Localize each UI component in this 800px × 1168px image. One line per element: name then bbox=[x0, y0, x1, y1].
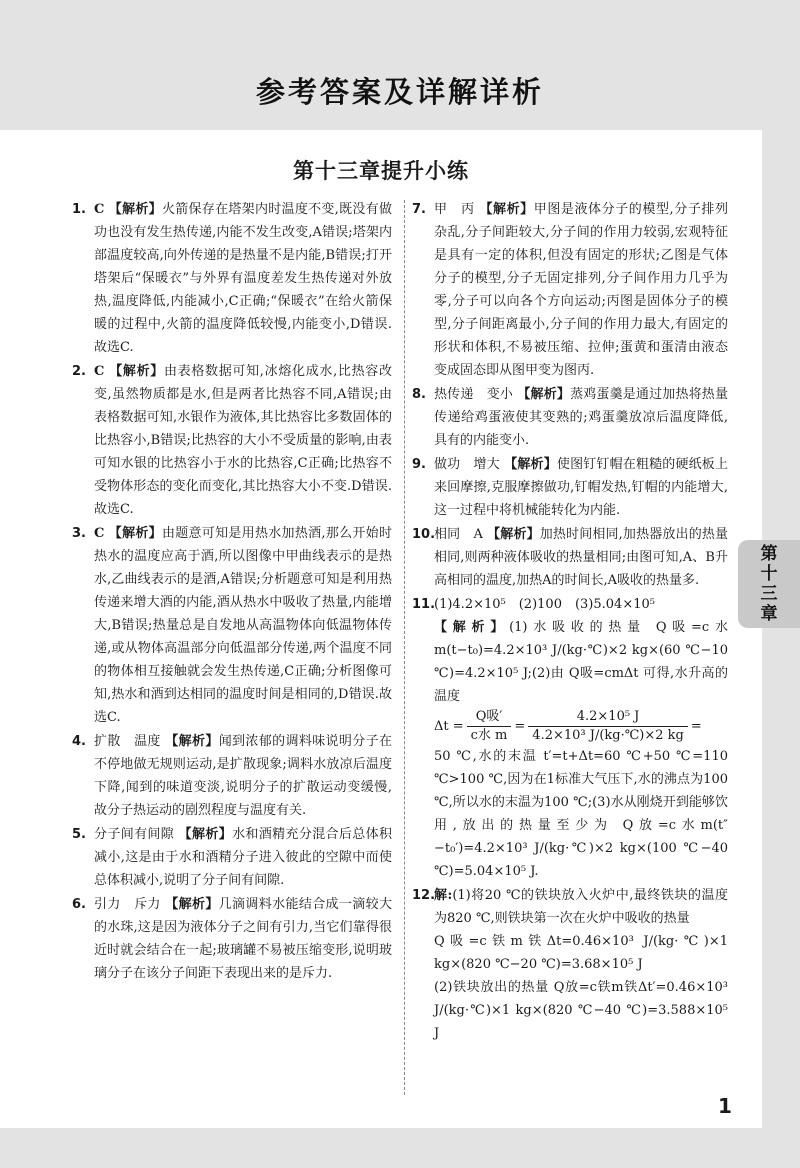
equation-row bbox=[434, 708, 728, 745]
item-number: 10. bbox=[412, 527, 436, 542]
analysis-tag: 【解析】 bbox=[504, 457, 557, 472]
analysis-text: 由表格数据可知,冰熔化成水,比热容改变,虽然物质都是水,但是两者比热容不同,A错误;由表格数据可知,水银作为液体,其比热容比多数固体的比热容小,B错误;比热容的大小不受质量的影响,由表可知水银的比热容小于水的比热容,C正确;比热容不受物体形态的变化而变化,其比热容大小不变.D错误.故选C. bbox=[94, 364, 392, 517]
analysis-text: 几滴调料水能结合成一滴较大的水珠,这是因为液体分子之间有引力,当它们靠得很近时就会结合在一起;玻璃罐不易被压缩变形,说明玻璃分子在该分子间距下表现出来的是斥力. bbox=[94, 897, 392, 981]
item-number: 2. bbox=[72, 364, 86, 379]
fraction-symbolic bbox=[467, 708, 512, 745]
item-number: 1. bbox=[72, 202, 86, 217]
solution-text: (2)铁块放出的热量 Q放=c铁m铁Δt′=0.46×10³ J/(kg·℃)×1 kg×(820 ℃−40 ℃)=3.588×10⁵ J bbox=[434, 980, 728, 1041]
chapter-tab-char: 十 bbox=[760, 564, 778, 584]
equation-lhs: Δt = bbox=[434, 719, 464, 734]
equation-equals: = bbox=[514, 719, 526, 734]
analysis-tag: 【解析】 bbox=[479, 202, 534, 217]
answer: 甲 丙 bbox=[434, 202, 475, 217]
fraction-denominator: c水 m bbox=[470, 728, 508, 743]
answer: 解: bbox=[434, 888, 453, 903]
analysis-text: 火箭保存在塔架内时温度不变,既没有做功也没有发生热传递,内能不发生改变,A错误;塔架内部温度较高,向外传递的是热量不是内能,B错误;打开塔架后“保暖衣”与外界有温度差发生热传递对外放热,温度降低,内能减小,C正确;“保暖衣”在给火箭保暖的过程中,火箭的温度降低较慢,内能变小,D错误.故选C. bbox=[94, 202, 392, 355]
answer-item-8 bbox=[412, 383, 728, 452]
analysis-tag: 【解析】 bbox=[165, 897, 219, 912]
answer: C bbox=[94, 526, 105, 541]
fraction-numeric bbox=[528, 708, 688, 745]
analysis-tag: 【解析】 bbox=[108, 526, 162, 541]
answer-item-10 bbox=[412, 523, 728, 592]
analysis-tag: 【解析】 bbox=[517, 387, 571, 402]
item-number: 7. bbox=[412, 202, 426, 217]
right-margin-strip bbox=[762, 130, 800, 1130]
answer: 分子间有间隙 bbox=[94, 827, 175, 842]
item-number: 6. bbox=[72, 897, 86, 912]
analysis-text: 蒸鸡蛋羹是通过加热将热量传递给鸡蛋液使其变熟的;鸡蛋羹放凉后温度降低,具有的内能变小. bbox=[434, 387, 728, 448]
analysis-tag: 【解析】 bbox=[109, 364, 164, 379]
column-divider bbox=[404, 200, 405, 1095]
item-number: 12. bbox=[412, 888, 436, 903]
chapter-tab-char: 三 bbox=[760, 584, 778, 604]
analysis-text: (1)水吸收的热量 Q吸=c水m(t−t₀)=4.2×10³ J/(kg·℃)×2 kg×(60 ℃−10 ℃)=4.2×10⁵ J;(2)由 Q吸=cmΔt 可得,水升高的温度 bbox=[434, 620, 728, 704]
analysis-text: 由题意可知是用热水加热酒,那么开始时热水的温度应高于酒,所以图像中甲曲线表示的是热水,乙曲线表示的是酒,A错误;分析题意可知是利用热传递来增大酒的内能,酒从热水中吸收了热量,内能增大,B错误;热量总是自发地从高温物体向低温物体传递,或从物体高温部分向低温部分传递,两个温度不同的物体相互接触就会发生热传递,C正确;分析图像可知,热水和酒到达相同的温度时间是相同的,D错误.故选C. bbox=[94, 526, 392, 725]
answer-item-5 bbox=[72, 823, 392, 892]
answer-item-2 bbox=[72, 360, 392, 521]
bottom-margin-strip bbox=[0, 1128, 800, 1168]
analysis-text: 50 ℃,水的末温 t′=t+Δt=60 ℃+50 ℃=110 ℃>100 ℃,因为在1标准大气压下,水的沸点为100 ℃,所以水的末温为100 ℃;(3)水从刚烧开到能够饮用,放出的热量至少为 Q放=c水m(t″−t₀′)=4.2×10³ J/(kg·℃)×2 kg×(100 ℃−40 ℃)=5.04×10⁵ J. bbox=[434, 749, 728, 879]
item-number: 5. bbox=[72, 827, 86, 842]
answer: 扩散 温度 bbox=[94, 734, 161, 749]
left-column bbox=[72, 198, 392, 986]
page-number: 1 bbox=[718, 1094, 732, 1118]
item-number: 8. bbox=[412, 387, 426, 402]
item-number: 11. bbox=[412, 597, 436, 612]
answer: (1)4.2×10⁵ (2)100 (3)5.04×10⁵ bbox=[434, 597, 655, 612]
item-number: 9. bbox=[412, 457, 426, 472]
answer: 相同 A bbox=[434, 527, 483, 542]
answer: 热传递 变小 bbox=[434, 387, 514, 402]
answer-item-12 bbox=[412, 884, 728, 1045]
fraction-denominator: 4.2×10³ J/(kg·℃)×2 kg bbox=[532, 728, 684, 743]
answer: 引力 斥力 bbox=[94, 897, 161, 912]
analysis-text: 使图钉钉帽在粗糙的硬纸板上来回摩擦,克服摩擦做功,钉帽发热,钉帽的内能增大,这一过程中将机械能转化为内能. bbox=[434, 457, 728, 518]
fraction-numerator: Q吸′ bbox=[467, 708, 512, 727]
solution-text: (1)将20 ℃的铁块放入火炉中,最终铁块的温度为820 ℃,则铁块第一次在火炉中吸收的热量 bbox=[434, 888, 728, 926]
fraction-numerator: 4.2×10⁵ J bbox=[528, 708, 688, 727]
solution-equation: Q吸=c铁m铁Δt=0.46×10³ J/(kg·℃)×1 kg×(820 ℃−20 ℃)=3.68×10⁵ J bbox=[434, 934, 728, 972]
item-number: 4. bbox=[72, 734, 86, 749]
answer: C bbox=[94, 202, 105, 217]
answer-item-9 bbox=[412, 453, 728, 522]
analysis-text: 水和酒精充分混合后总体积减小,这是由于水和酒精分子进入彼此的空隙中而使总体积减小,说明了分子间有间隙. bbox=[94, 827, 392, 888]
answer-item-7 bbox=[412, 198, 728, 382]
analysis-text: 甲图是液体分子的模型,分子排列杂乱,分子间距较大,分子间的作用力较弱,宏观特征是具有一定的体积,但没有固定的形状;乙图是气体分子的模型,分子无固定排列,分子间作用力几乎为零,分子可以向各个方向运动;丙图是固体分子的模型,分子间距离最小,分子间的作用力最大,有固定的形状和体积,不易被压缩、拉伸;蛋黄和蛋清由液态变成固态即从图甲变为图丙. bbox=[434, 202, 728, 378]
page-title: 参考答案及详解详析 bbox=[255, 75, 544, 109]
answer: 做功 增大 bbox=[434, 457, 500, 472]
chapter-tab-char: 章 bbox=[760, 604, 778, 624]
answer-item-6 bbox=[72, 893, 392, 985]
chapter-tab bbox=[738, 540, 800, 628]
analysis-tag: 【解析】 bbox=[487, 527, 540, 542]
equation-equals: = bbox=[690, 719, 702, 734]
answer-item-4 bbox=[72, 730, 392, 822]
analysis-tag: 【解析】 bbox=[434, 620, 510, 635]
answer-item-1 bbox=[72, 198, 392, 359]
analysis-tag: 【解析】 bbox=[108, 202, 162, 217]
analysis-text: 加热时间相同,加热器放出的热量相同,则两种液体吸收的热量相同;由图可知,A、B升高相同的温度,加热A的时间长,A吸收的热量多. bbox=[434, 527, 728, 588]
item-number: 3. bbox=[72, 526, 86, 541]
answer: C bbox=[94, 364, 105, 379]
analysis-text: 闻到浓郁的调料味说明分子在不停地做无规则运动,是扩散现象;调料水放凉后温度下降,闻到的味道变淡,说明分子的扩散运动变缓慢,故分子热运动的剧烈程度与温度有关. bbox=[94, 734, 392, 818]
section-title: 第十三章提升小练 bbox=[293, 159, 469, 183]
right-column bbox=[412, 198, 728, 1046]
chapter-tab-char: 第 bbox=[760, 544, 778, 564]
answer-item-11 bbox=[412, 593, 728, 883]
analysis-tag: 【解析】 bbox=[165, 734, 219, 749]
answer-item-3 bbox=[72, 522, 392, 729]
analysis-tag: 【解析】 bbox=[178, 827, 233, 842]
